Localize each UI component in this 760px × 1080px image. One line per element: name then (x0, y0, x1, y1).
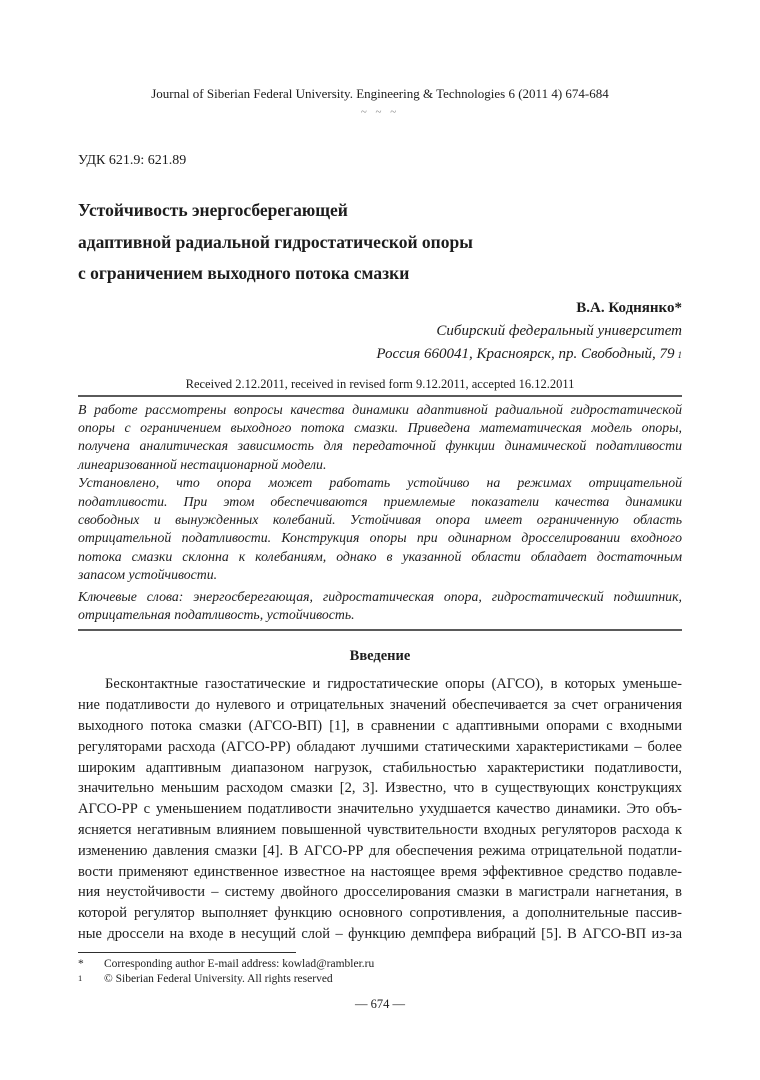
body-line: изменению давления смазки [4]. В АГСО-РР для обеспечения режима отрицательной податли- (78, 842, 682, 859)
body-line: ния неустойчивости – систему двойного дросселирования смазки в магистрали нагнетания, в (78, 884, 682, 901)
body-line: выходного потока смазки (АГСО-ВП) [1], в сравнении с адаптивными опорами с входными (78, 717, 682, 734)
affiliation-footnote-mark: 1 (677, 349, 682, 360)
abstract-line: получена аналитическая зависимость для передаточной функции динамической податливости (78, 438, 682, 454)
horizontal-divider-bottom (78, 629, 682, 631)
article-title (78, 195, 682, 290)
abstract-paragraph-1 (78, 401, 682, 475)
footnote-marker: * (78, 957, 84, 970)
abstract-line: запасом устойчивости. (78, 567, 218, 583)
footnote-text: Corresponding author E-mail address: kowlad@rambler.ru (104, 957, 375, 970)
author-name: В.А. Коднянко* (576, 299, 682, 316)
author-affiliation: Сибирский федеральный университет (436, 322, 682, 339)
body-line: ные дроссели на входе в несущий слой – функцию демпфера вибраций [5]. В АГСО-ВП из-за (78, 925, 682, 942)
body-line: широким адаптивным диапазоном нагрузок, стабильностью характеристики податливости, (78, 759, 682, 776)
footnote-marker: 1 (78, 973, 83, 984)
abstract-line: потока смазки склонна к колебаниям, однако в указанной области обладает достаточным (78, 548, 682, 564)
body-line: которой регулятор выполняет функцию основного сопротивления, а дополнительные пассив- (78, 905, 682, 922)
article-title-line-2: адаптивной радиальной гидростатической опоры (78, 231, 473, 252)
body-line: ние податливости до нулевого и отрицательных значений обеспечивается за счет ограничения (78, 697, 682, 714)
introduction-text (78, 674, 682, 944)
journal-header: Journal of Siberian Federal University. Engineering & Technologies 6 (2011 4) 674-684 (151, 86, 609, 101)
abstract-line: опоры с ограничением выходного потока смазки. Приведена математическая модель опоры, (78, 419, 682, 435)
page-number: — 674 — (355, 996, 405, 1011)
author-block (78, 297, 682, 366)
abstract-line: Установлено, что опора может работать устойчиво на режимах отрицательной (78, 475, 682, 491)
body-line: АГСО-РР с уменьшением податливости значительно ухудшается качество динамики. Это объ- (78, 801, 682, 818)
keywords-line: отрицательная податливость, устойчивость. (78, 606, 355, 622)
author-address (78, 343, 682, 366)
abstract (78, 401, 682, 585)
body-line: значительно меньшим расходом смазки [2, 3]. Известно, что в существующих конструкциях (78, 780, 682, 797)
abstract-line: отрицательной податливости. Конструкция опоры при одинарном дросселировании входного (78, 530, 682, 546)
body-line: Бесконтактные газостатические и гидростатические опоры (АГСО), в которых уменьше- (105, 676, 682, 693)
abstract-paragraph-2 (78, 474, 682, 584)
footnotes (78, 957, 682, 988)
section-heading-introduction: Введение (349, 648, 411, 665)
footnote-corresponding-author (78, 957, 682, 973)
author-address-text: Россия 660041, Красноярск, пр. Свободный, 79 (376, 345, 675, 362)
keywords-line: Ключевые слова: энергосберегающая, гидростатическая опора, гидростатический подшипник, (78, 588, 682, 604)
keywords (78, 588, 682, 625)
abstract-line: свободных и вынужденных колебаний. Устойчивая опора имеет ограниченную область (78, 511, 682, 527)
udk-code: УДК 621.9: 621.89 (78, 153, 187, 168)
footnote-divider (78, 952, 296, 953)
abstract-line: податливости. При этом обеспечиваются приемлемые показатели качества динамики (78, 493, 682, 509)
horizontal-divider-top (78, 395, 682, 397)
tilde-separator: ~ ~ ~ (360, 106, 400, 118)
article-title-line-1: Устойчивость энергосберегающей (78, 200, 348, 220)
abstract-line: В работе рассмотрены вопросы качества динамики адаптивной радиальной гидростатической (78, 401, 682, 417)
article-title-line-3: с ограничением выходного потока смазки (78, 263, 410, 283)
footnote-text: © Siberian Federal University. All rights reserved (104, 973, 333, 986)
body-line: регуляторами расхода (АГСО-РР) обладают лучшими статическими характеристиками – более (78, 738, 682, 755)
body-line: ясняется негативным влиянием повышенной чувствительности входных регуляторов расхода к (78, 821, 682, 838)
body-line: вости применяют единственное известное на настоящее время эффективное средство подавле- (78, 863, 682, 880)
footnote-copyright (78, 972, 682, 988)
abstract-line: линеаризованной нестационарной модели. (78, 456, 327, 472)
received-dates: Received 2.12.2011, received in revised form 9.12.2011, accepted 16.12.2011 (185, 376, 575, 391)
